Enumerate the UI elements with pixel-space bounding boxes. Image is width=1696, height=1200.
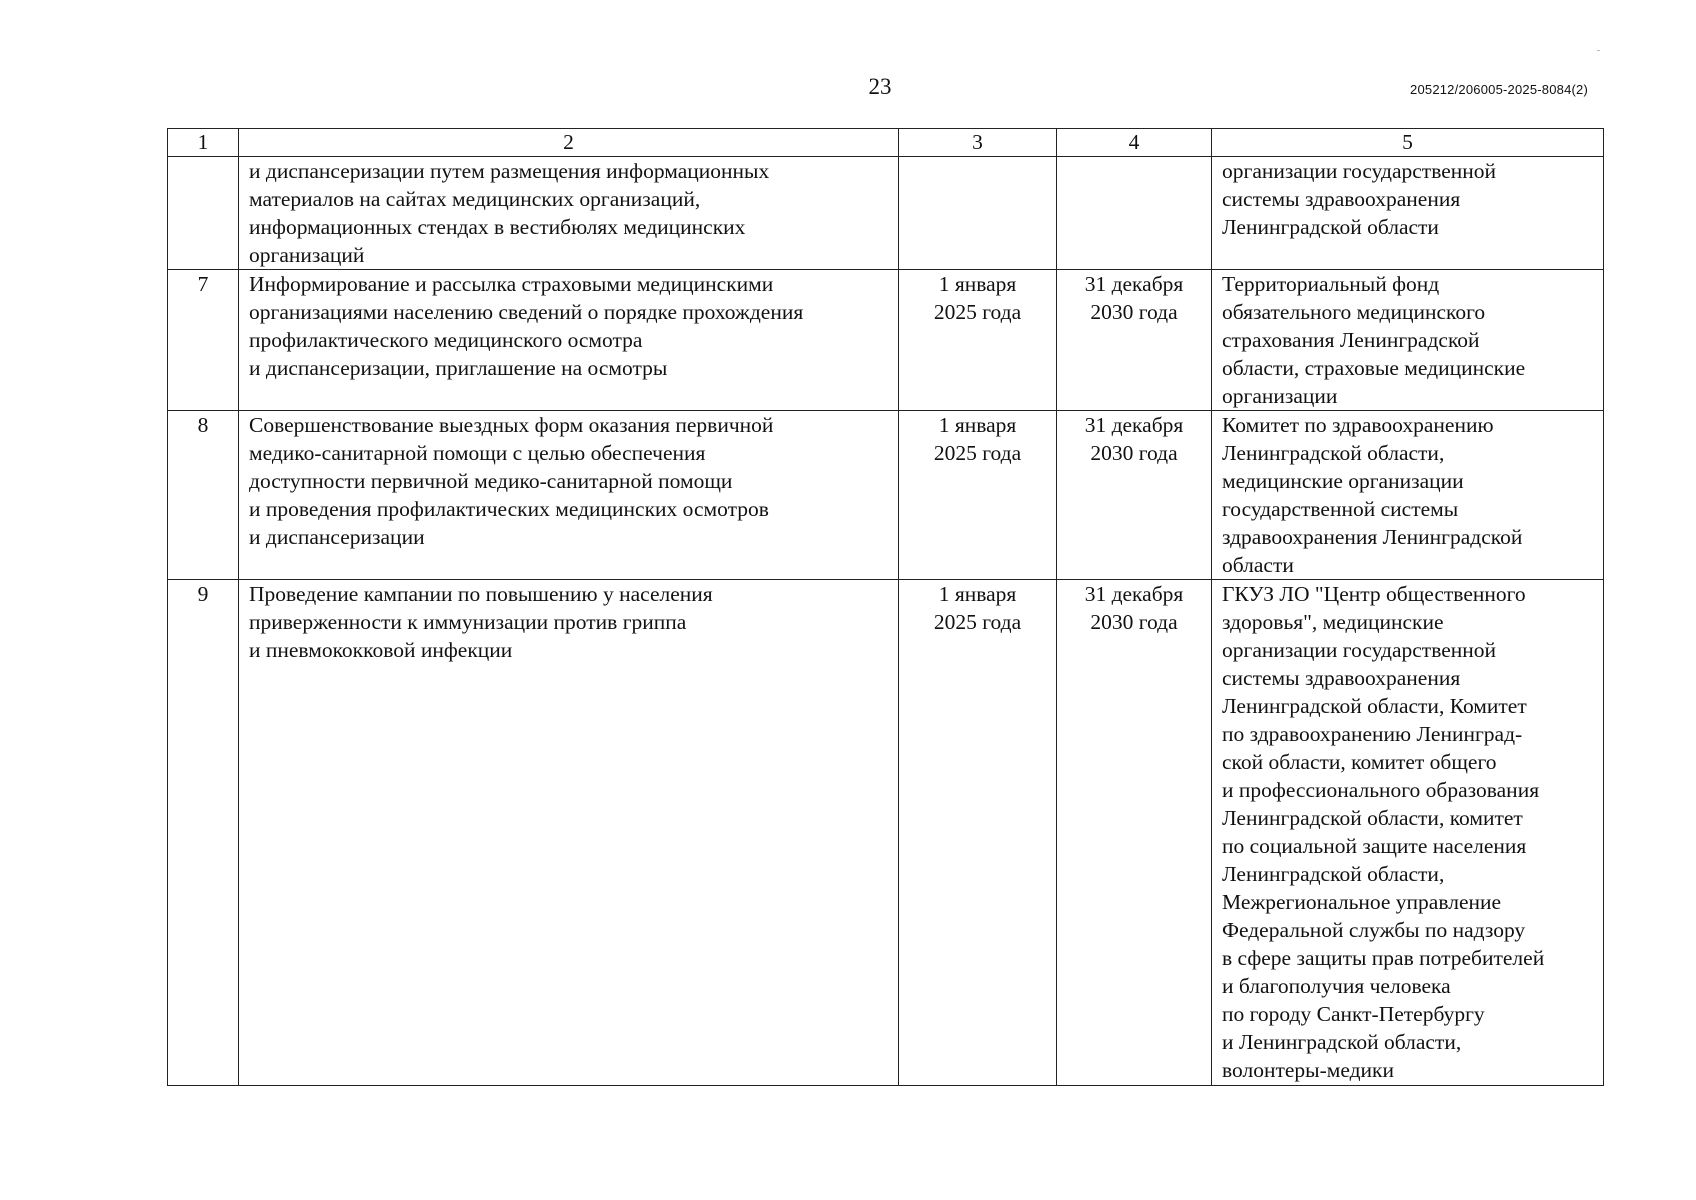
table-row bbox=[168, 411, 1604, 580]
start-date: 1 января 2025 года bbox=[899, 270, 1057, 411]
column-header: 1 bbox=[168, 129, 239, 157]
table-row bbox=[168, 157, 1604, 270]
measure-text: Проведение кампании по повышению у населения приверженности к иммунизации против гриппа и пневмококковой инфекции bbox=[239, 580, 899, 1086]
table-row bbox=[168, 270, 1604, 411]
start-date: 1 января 2025 года bbox=[899, 411, 1057, 580]
measure-text: Совершенствование выездных форм оказания первичной медико-санитарной помощи с целью обеспечения доступности первичной медико-санитарной помощи и проведения профилактических медицинских осмотров и диспансеризации bbox=[239, 411, 899, 580]
row-number: 7 bbox=[168, 270, 239, 411]
measure-text: и диспансеризации путем размещения информационных материалов на сайтах медицинских организаций, информационных стендах в вестибюлях медицинских организаций bbox=[239, 157, 899, 270]
end-date: 31 декабря 2030 года bbox=[1057, 411, 1212, 580]
scan-mark bbox=[1597, 50, 1600, 51]
end-date bbox=[1057, 157, 1212, 270]
end-date: 31 декабря 2030 года bbox=[1057, 270, 1212, 411]
end-date: 31 декабря 2030 года bbox=[1057, 580, 1212, 1086]
responsible-text: Комитет по здравоохранению Ленинградской области, медицинские организации государственной системы здравоохранения Ленинградской области bbox=[1212, 411, 1604, 580]
row-number bbox=[168, 157, 239, 270]
start-date: 1 января 2025 года bbox=[899, 580, 1057, 1086]
start-date bbox=[899, 157, 1057, 270]
column-header: 4 bbox=[1057, 129, 1212, 157]
column-header: 5 bbox=[1212, 129, 1604, 157]
responsible-text: Территориальный фонд обязательного медицинского страхования Ленинградской области, страховые медицинские организации bbox=[1212, 270, 1604, 411]
document-id: 205212/206005-2025-8084(2) bbox=[1410, 82, 1588, 97]
measures-table bbox=[167, 128, 1604, 1086]
responsible-text: организации государственной системы здравоохранения Ленинградской области bbox=[1212, 157, 1604, 270]
row-number: 9 bbox=[168, 580, 239, 1086]
table-row bbox=[168, 580, 1604, 1086]
measure-text: Информирование и рассылка страховыми медицинскими организациями населению сведений о порядке прохождения профилактического медицинского осмотра и диспансеризации, приглашение на осмотры bbox=[239, 270, 899, 411]
column-header: 2 bbox=[239, 129, 899, 157]
responsible-text: ГКУЗ ЛО "Центр общественного здоровья", медицинские организации государственной системы здравоохранения Ленинградской области, Комитет по здравоохранению Ленинград- ской области, комитет общего и профессионального образования Ленинградской области, комитет по социальной защите населения Ленинградской области, Межрегиональное управление Федеральной службы по надзору в сфере защиты прав потребителей и благополучия человека по городу Санкт-Петербургу и Ленинградской области, волонтеры-медики bbox=[1212, 580, 1604, 1086]
table-header-row bbox=[168, 129, 1604, 157]
page-number: 23 bbox=[868, 74, 892, 99]
column-header: 3 bbox=[899, 129, 1057, 157]
row-number: 8 bbox=[168, 411, 239, 580]
